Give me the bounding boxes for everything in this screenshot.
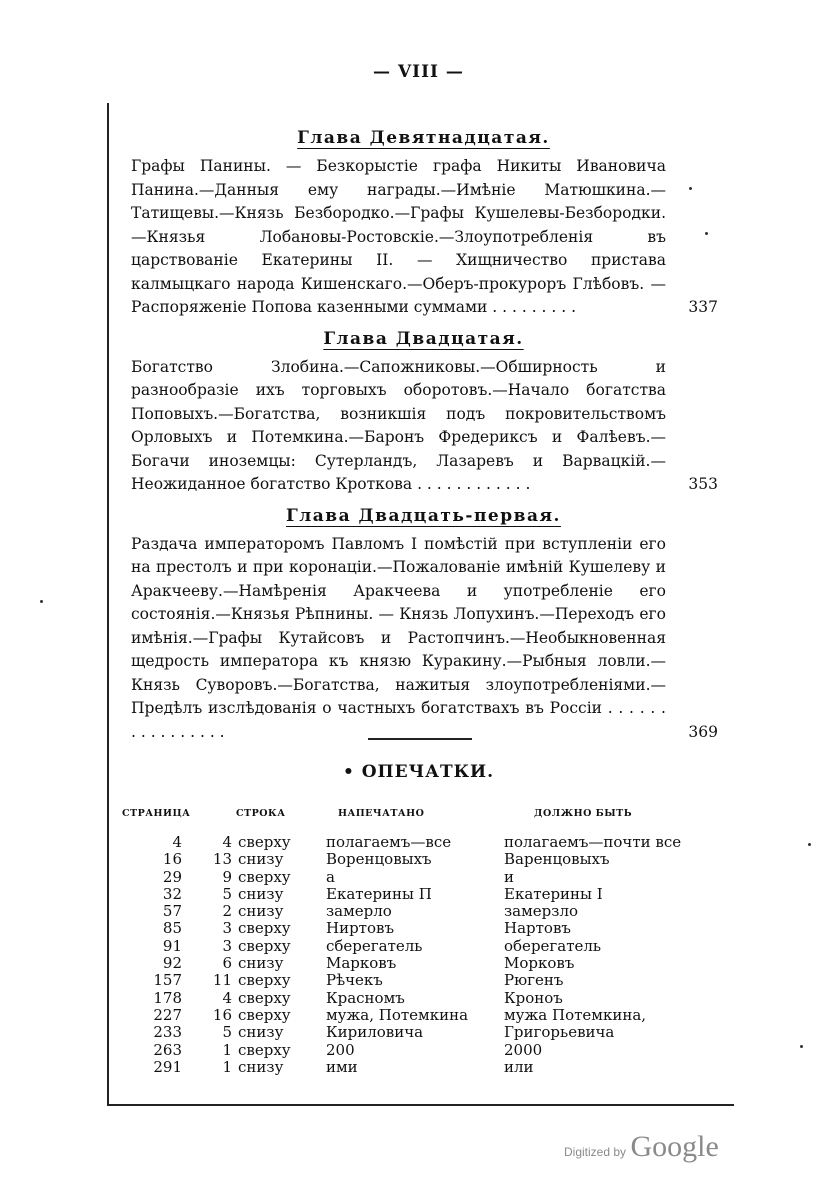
- errata-page: 291: [153, 1057, 182, 1076]
- column-header-page: СТРАНИЦА: [122, 807, 191, 819]
- errata-row: [122, 990, 704, 1007]
- page-number: — VIII —: [373, 62, 464, 82]
- errata-line-number: 9: [222, 867, 232, 886]
- chapter-title: Глава Двадцать-первая.: [286, 505, 561, 526]
- errata-correct: мужа Потемкина,: [504, 1005, 647, 1024]
- chapter-summary: [131, 356, 718, 497]
- errata-row: [122, 851, 704, 868]
- errata-title-text: ОПЕЧАТКИ.: [361, 762, 495, 782]
- errata-row: [122, 886, 704, 903]
- scan-speck: [40, 600, 43, 603]
- errata-printed: а: [326, 867, 335, 886]
- errata-line-direction: сверху: [238, 1005, 291, 1024]
- errata-correct: замерзло: [504, 902, 579, 921]
- errata-printed: Кириловича: [326, 1023, 424, 1042]
- errata-header-row: [122, 804, 704, 834]
- errata-row: [122, 955, 704, 972]
- errata-page: 85: [162, 919, 182, 938]
- scan-speck: [705, 232, 708, 235]
- chapter-page-number: 369: [688, 722, 718, 741]
- errata-line-direction: сверху: [238, 971, 291, 990]
- errata-line-number: 11: [212, 971, 232, 990]
- errata-correct: Кроноъ: [504, 988, 563, 1007]
- errata-rows: [122, 834, 704, 1076]
- errata-line-number: 1: [222, 1057, 232, 1076]
- errata-correct: 2000: [504, 1040, 543, 1059]
- errata-page: 263: [153, 1040, 182, 1059]
- errata-row: [122, 834, 704, 851]
- errata-line-direction: снизу: [238, 902, 284, 921]
- chapter-19: [131, 127, 716, 320]
- chapter-page-number: 353: [688, 475, 718, 493]
- errata-page: 92: [162, 954, 182, 973]
- errata-line-direction: снизу: [238, 954, 284, 973]
- scan-speck: [800, 1045, 803, 1048]
- errata-line-direction: снизу: [238, 884, 284, 903]
- errata-page: 57: [162, 902, 182, 921]
- errata-printed: Екатерины П: [326, 884, 432, 903]
- chapter-summary: [131, 533, 718, 745]
- errata-page: 227: [153, 1005, 182, 1024]
- errata-line-number: 13: [212, 850, 232, 869]
- errata-row: [122, 1007, 704, 1024]
- chapter-page-number: 337: [688, 298, 718, 316]
- errata-page: 32: [162, 884, 182, 903]
- errata-page: 4: [172, 833, 182, 851]
- errata-line-direction: сверху: [238, 919, 291, 938]
- errata-page: 16: [162, 850, 182, 869]
- errata-printed: сберегатель: [326, 936, 423, 955]
- errata-line-number: 4: [222, 833, 232, 851]
- section-divider: [368, 738, 472, 740]
- scan-speck: [808, 843, 811, 846]
- chapter-title: Глава Двадцатая.: [323, 328, 524, 349]
- chapter-20: [131, 328, 716, 497]
- errata-printed: Ниртовъ: [326, 919, 394, 938]
- errata-row: [122, 938, 704, 955]
- errata-line-direction: сверху: [238, 1040, 291, 1059]
- errata-row: [122, 1059, 704, 1076]
- column-header-correct: ДОЛЖНО БЫТЬ: [534, 807, 633, 819]
- errata-page: 157: [153, 971, 182, 990]
- errata-row: [122, 869, 704, 886]
- errata-line-number: 1: [222, 1040, 232, 1059]
- errata-printed: 200: [326, 1040, 355, 1059]
- errata-page: 29: [162, 867, 182, 886]
- errata-page: 233: [153, 1023, 182, 1042]
- chapter-summary-text: Богатство Злобина.—Сапожниковы.—Обширность и разнообразіе ихъ торговыхъ оборотовъ.—Начало богатства Поповыхъ.—Богатства, возникшія подъ покровительствомъ Орловыхъ и Потемкина.—Баронъ Фредериксъ и Фалѣевъ.—Богачи иноземцы: Сутерландъ, Лазаревъ и Варвацкій.—Неожиданное богатство Кроткова . . . . . . . . . . . .: [131, 357, 666, 493]
- errata-row: [122, 920, 704, 937]
- errata-correct: Морковъ: [504, 954, 575, 973]
- errata-page: 178: [153, 988, 182, 1007]
- errata-line-direction: снизу: [238, 1057, 284, 1076]
- errata-line-number: 16: [212, 1005, 232, 1024]
- errata-line-number: 6: [222, 954, 232, 973]
- chapter-summary-text: Графы Панины. — Безкорыстіе графа Никиты Ивановича Панина.—Данныя ему награды.—Имѣніе Матюшкина.—Татищевы.—Князь Безбородко.—Графы Кушелевы-Безбородки.—Князья Лобановы-Ростовскіе.—Злоупотребленія въ царствованіе Екатерины II. — Хищничество пристава калмыцкаго народа Кишенскаго.—Оберъ-прокуроръ Глѣбовъ. — Распоряженіе Попова казенными суммами . . . . . . . . .: [131, 157, 666, 316]
- errata-printed: Рѣчекъ: [326, 971, 383, 990]
- errata-correct: Нартовъ: [504, 919, 571, 938]
- errata-line-direction: сверху: [238, 936, 291, 955]
- errata-row: [122, 903, 704, 920]
- errata-correct: Григорьевича: [504, 1023, 615, 1042]
- errata-printed: Воренцовыхъ: [326, 850, 432, 869]
- errata-row: [122, 1024, 704, 1041]
- chapter-title: Глава Девятнадцатая.: [297, 128, 550, 148]
- chapter-21: [131, 505, 716, 745]
- errata-correct: и: [504, 867, 514, 886]
- chapter-summary: [131, 155, 718, 320]
- scan-speck: [689, 187, 692, 190]
- errata-line-number: 3: [222, 936, 232, 955]
- errata-printed: Марковъ: [326, 954, 397, 973]
- errata-printed: полагаемъ—все: [326, 833, 452, 851]
- errata-printed: мужа, Потемкина: [326, 1005, 469, 1024]
- column-header-line: СТРОКА: [236, 807, 286, 819]
- errata-row: [122, 1042, 704, 1059]
- errata-line-direction: сверху: [238, 988, 291, 1007]
- table-of-contents: [131, 127, 716, 752]
- errata-correct: Рюгенъ: [504, 971, 564, 990]
- errata-table: [122, 804, 704, 1076]
- errata-correct: или: [504, 1057, 534, 1076]
- errata-line-direction: сверху: [238, 833, 291, 851]
- column-header-printed: НАПЕЧАТАНО: [338, 807, 425, 819]
- chapter-summary-text: Раздача императоромъ Павломъ I помѣстій при вступленіи его на престолъ и при коронаціи.—Пожалованіе имѣній Кушелеву и Аракчееву.—Намѣренія Аракчеева и употребленіе его состоянія.—Князья Рѣпнины. — Князь Лопухинъ.—Переходъ его имѣнія.—Графы Кутайсовъ и Растопчинъ.—Необыкновенная щедрость императора къ князю Куракину.—Рыбныя ловли.—Князь Суворовъ.—Богатства, нажитыя злоупотребленіями.—Предѣлъ изслѣдованія о частныхъ богатствахъ въ Россіи . . . . . . . . . . . . . . . .: [131, 534, 666, 741]
- errata-printed: ими: [326, 1057, 358, 1076]
- errata-correct: Екатерины I: [504, 884, 603, 903]
- errata-line-direction: снизу: [238, 1023, 284, 1042]
- errata-correct: полагаемъ—почти все: [504, 833, 682, 851]
- google-logo: Google: [630, 1130, 719, 1163]
- errata-line-direction: сверху: [238, 867, 291, 886]
- errata-line-number: 5: [222, 884, 232, 903]
- errata-line-number: 3: [222, 919, 232, 938]
- errata-printed: замерло: [326, 902, 392, 921]
- errata-line-number: 4: [222, 988, 232, 1007]
- errata-title: • ОПЕЧАТКИ.: [342, 762, 495, 782]
- errata-page: 91: [162, 936, 182, 955]
- errata-line-direction: снизу: [238, 850, 284, 869]
- errata-line-number: 5: [222, 1023, 232, 1042]
- errata-row: [122, 972, 704, 989]
- errata-correct: Варенцовыхъ: [504, 850, 610, 869]
- errata-line-number: 2: [222, 902, 232, 921]
- errata-printed: Красномъ: [326, 988, 405, 1007]
- errata-correct: оберегатель: [504, 936, 602, 955]
- watermark-prefix: Digitized by: [564, 1145, 627, 1159]
- digitized-watermark: [564, 1130, 719, 1164]
